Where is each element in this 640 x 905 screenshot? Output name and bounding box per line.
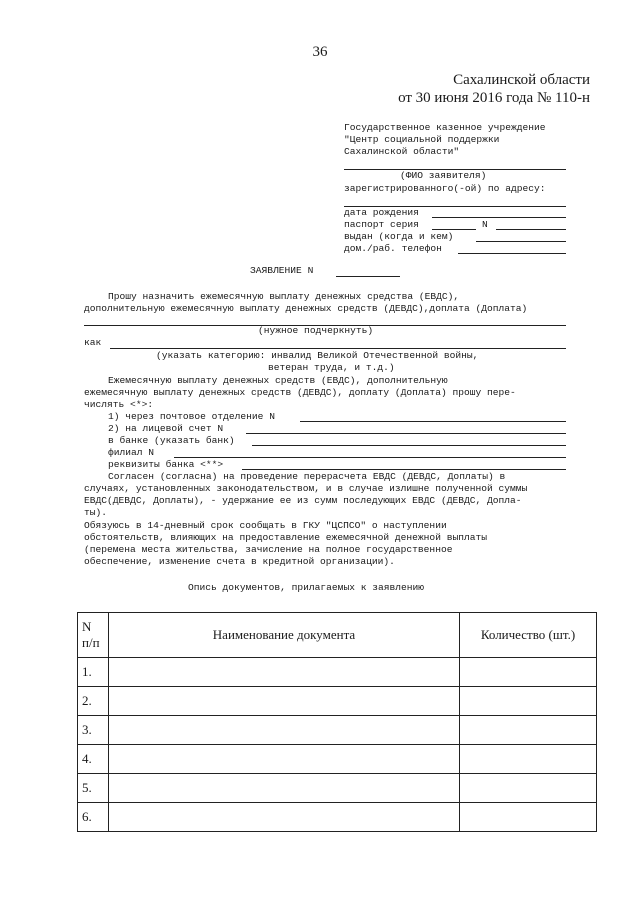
- category-field[interactable]: [110, 348, 566, 349]
- birth-date-field[interactable]: [432, 217, 566, 218]
- consent-line-1: Согласен (согласна) на проведение перерасчета ЕВДС (ДЕВДС, Доплаты) в: [108, 471, 506, 482]
- branch-label: филиал N: [108, 447, 155, 458]
- header-order: от 30 июня 2016 года № 110-н: [398, 90, 590, 106]
- branch-field[interactable]: [174, 457, 566, 458]
- bank-field[interactable]: [252, 445, 566, 446]
- quantity-cell[interactable]: [460, 716, 597, 745]
- table-row: [78, 658, 597, 687]
- col-quantity-header: Количество (шт.): [460, 613, 597, 658]
- table-row: [78, 745, 597, 774]
- document-name-cell[interactable]: [109, 687, 460, 716]
- account-field[interactable]: [246, 433, 566, 434]
- row-number: 6.: [78, 803, 109, 832]
- addressee-line-3: Сахалинской области": [344, 146, 460, 157]
- oblige-line-4: обеспечение, изменение счета в кредитной организации).: [84, 556, 395, 567]
- document-name-cell[interactable]: [109, 745, 460, 774]
- consent-line-2: случаях, установленных законодательством, и в случае излишне полученной суммы: [84, 483, 528, 494]
- document-name-cell[interactable]: [109, 803, 460, 832]
- table-row: [78, 774, 597, 803]
- consent-line-4: ты).: [84, 507, 108, 518]
- statement-title: ЗАЯВЛЕНИЕ N: [250, 265, 314, 276]
- row-number: 1.: [78, 658, 109, 687]
- document-name-cell[interactable]: [109, 774, 460, 803]
- quantity-cell[interactable]: [460, 745, 597, 774]
- row-number: 3.: [78, 716, 109, 745]
- row-number: 4.: [78, 745, 109, 774]
- payment-line-1: Ежемесячную выплату денежных средств (ЕВДС), дополнительную: [108, 375, 448, 386]
- oblige-line-3: (перемена места жительства, зачисление на полное государственное: [84, 544, 453, 555]
- post-office-field[interactable]: [300, 421, 566, 422]
- table-row: [78, 687, 597, 716]
- oblige-line-1: Обязуюсь в 14-дневный срок сообщать в ГКУ "ЦСПСО" о наступлении: [84, 520, 447, 531]
- header-region: Сахалинской области: [453, 72, 590, 88]
- quantity-cell[interactable]: [460, 774, 597, 803]
- col-document-header: Наименование документа: [109, 613, 460, 658]
- birth-date-label: дата рождения: [344, 207, 419, 218]
- payment-line-3: числять <*>:: [84, 399, 154, 410]
- inventory-title: Опись документов, прилагаемых к заявлению: [188, 582, 425, 593]
- row-number: 2.: [78, 687, 109, 716]
- table-row: [78, 803, 597, 832]
- col-number-header: N п/п: [78, 613, 109, 658]
- passport-no-field[interactable]: [496, 229, 566, 230]
- request-line-1: Прошу назначить ежемесячную выплату денежных средства (ЕВДС),: [108, 291, 460, 302]
- passport-series-label: паспорт серия: [344, 219, 419, 230]
- table-row: [78, 716, 597, 745]
- consent-line-3: ЕВДС(ДЕВДС, Доплаты), - удержание ее из сумм последующих ЕВДС (ДЕВДС, Допла-: [84, 495, 522, 506]
- issued-label: выдан (когда и кем): [344, 231, 454, 242]
- requisites-label: реквизиты банка <**>: [108, 459, 224, 470]
- statement-number-field[interactable]: [336, 276, 400, 277]
- as-label: как: [84, 337, 102, 348]
- underline-caption: (нужное подчеркнуть): [258, 325, 374, 336]
- category-caption-2: ветеран труда, и т.д.): [268, 362, 395, 373]
- quantity-cell[interactable]: [460, 687, 597, 716]
- bank-label: в банке (указать банк): [108, 435, 235, 446]
- quantity-cell[interactable]: [460, 803, 597, 832]
- documents-table: [77, 612, 597, 832]
- oblige-line-2: обстоятельств, влияющих на предоставление ежемесячной денежной выплаты: [84, 532, 488, 543]
- issued-field[interactable]: [476, 241, 566, 242]
- request-line-2: дополнительную ежемесячную выплату денежных средств (ДЕВДС),доплата (Доплата): [84, 303, 528, 314]
- quantity-cell[interactable]: [460, 658, 597, 687]
- requisites-field[interactable]: [242, 469, 566, 470]
- page-number: 36: [312, 44, 328, 60]
- phone-label: дом./раб. телефон: [344, 243, 442, 254]
- passport-series-field[interactable]: [432, 229, 476, 230]
- row-number: 5.: [78, 774, 109, 803]
- payment-line-2: ежемесячную выплату денежных средств (ДЕВДС), доплату (Доплата) прошу пере-: [84, 387, 516, 398]
- passport-no-label: N: [482, 219, 488, 230]
- phone-field[interactable]: [458, 253, 566, 254]
- fio-caption: (ФИО заявителя): [400, 170, 487, 181]
- option-account: 2) на лицевой счет N: [108, 423, 224, 434]
- category-caption-1: (указать категорию: инвалид Великой Отечественной войны,: [156, 350, 479, 361]
- addressee-line-2: "Центр социальной поддержки: [344, 134, 500, 145]
- table-header-row: [78, 613, 597, 658]
- document-name-cell[interactable]: [109, 658, 460, 687]
- option-post-office: 1) через почтовое отделение N: [108, 411, 275, 422]
- addressee-line-1: Государственное казенное учреждение: [344, 122, 546, 133]
- registered-label: зарегистрированного(-ой) по адресу:: [344, 183, 546, 194]
- document-name-cell[interactable]: [109, 716, 460, 745]
